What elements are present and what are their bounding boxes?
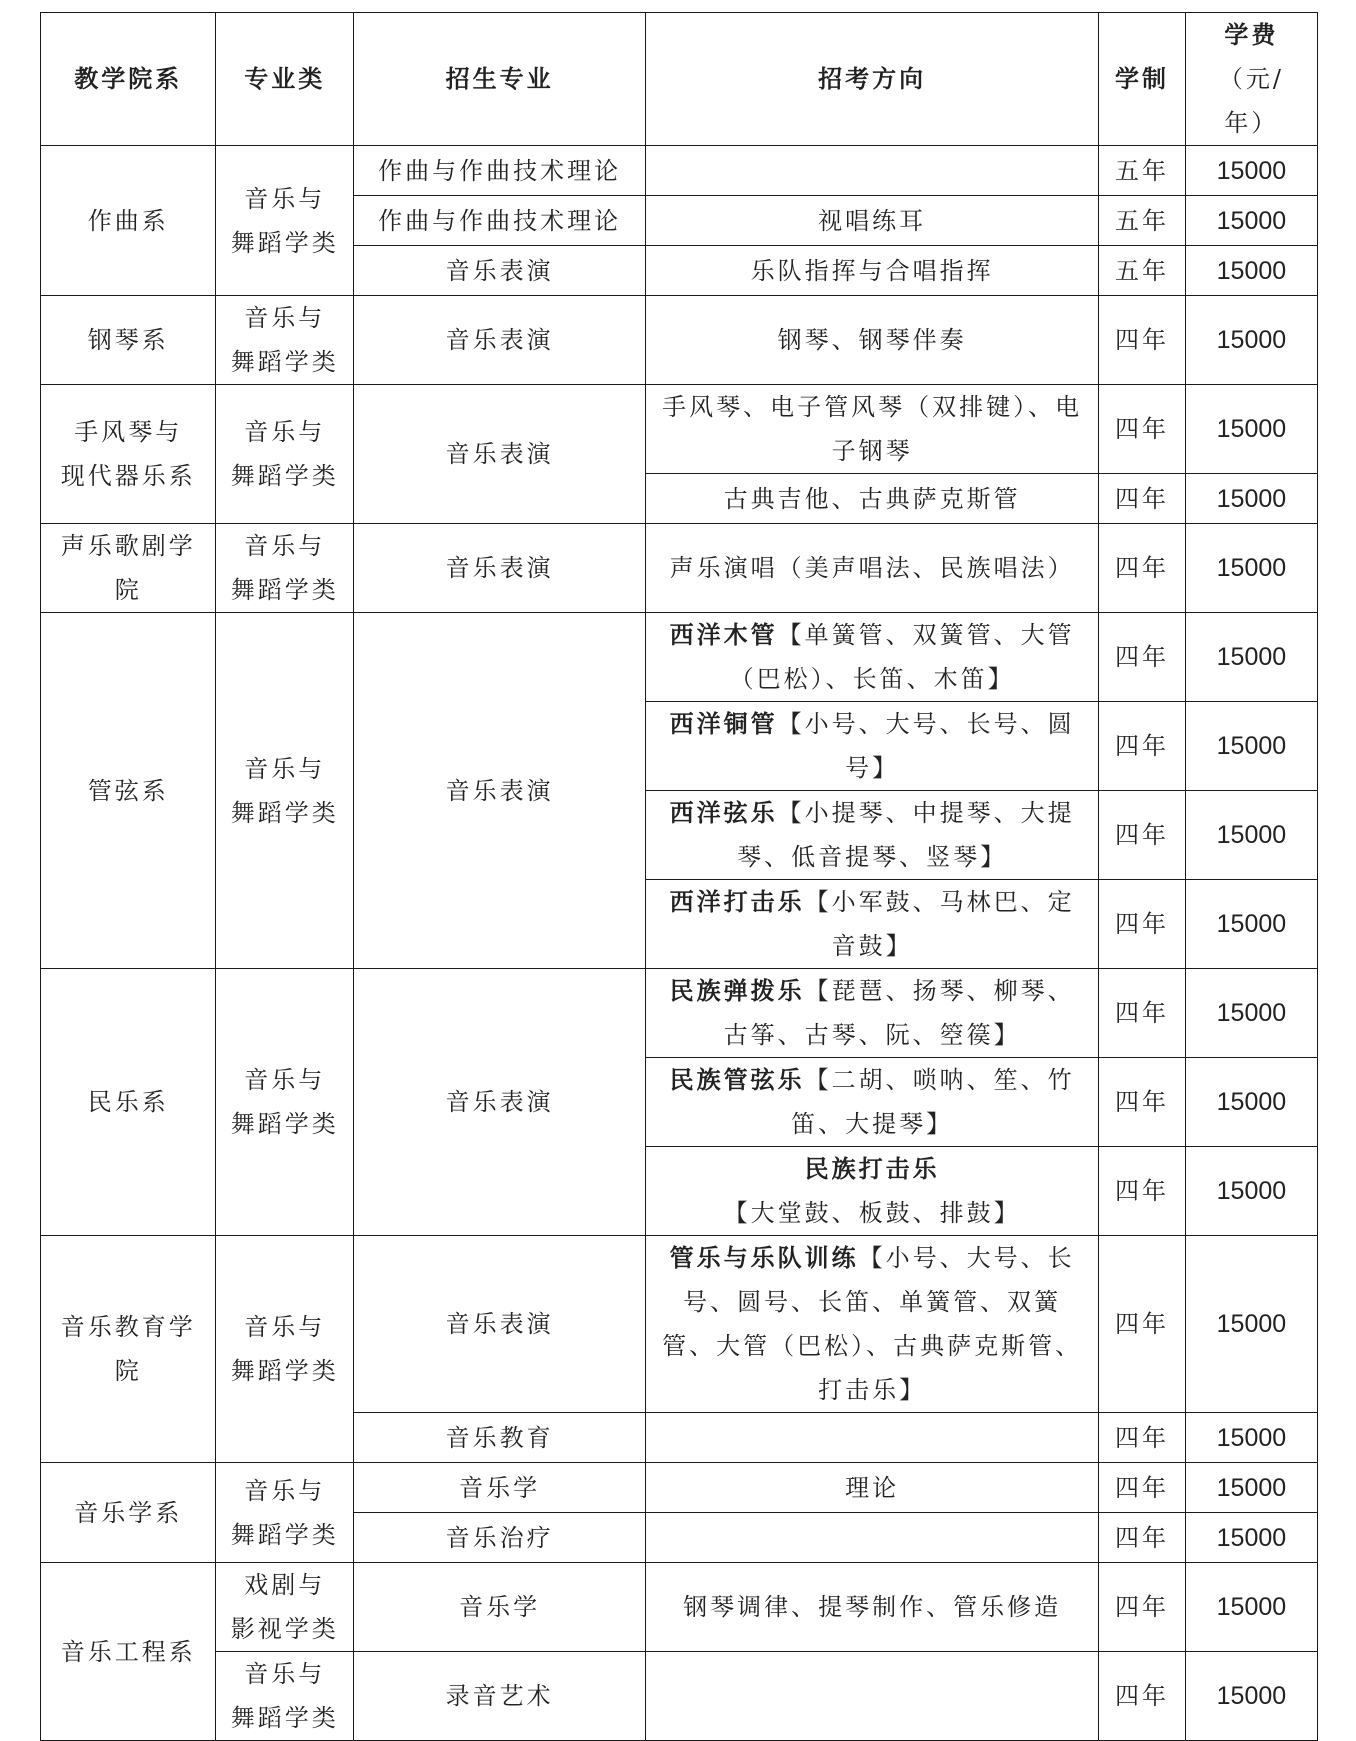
major-cell: 音乐教育 [354,1413,646,1463]
category-cell-line: 戏剧与 [244,1571,326,1599]
direction-text: 【单簧管、双簧管、大管（巴松）、长笛、木笛】 [729,621,1075,693]
duration-cell: 四年 [1099,1147,1186,1236]
header-row [41,13,1318,146]
category-cell-line: 音乐与 [244,1313,326,1341]
dept-cell-line: 音乐工程系 [60,1637,196,1666]
direction-text: 乐队指挥与合唱指挥 [750,256,994,285]
major-cell: 音乐治疗 [354,1513,646,1563]
dept-cell-line: 钢琴系 [87,326,169,354]
category-cell-line: 舞蹈学类 [230,1357,339,1385]
category-cell-line: 音乐与 [244,1476,326,1505]
header-category: 专业类 [216,13,354,146]
table-row [41,1236,1318,1413]
fee-cell: 15000 [1185,385,1317,474]
dept-cell [41,524,216,613]
category-cell [216,385,354,524]
fee-cell: 15000 [1185,1513,1317,1563]
direction-cell [646,791,1099,880]
major-cell: 作曲与作曲技术理论 [354,146,646,196]
duration-cell: 五年 [1099,196,1186,246]
category-cell-line: 音乐与 [244,1660,326,1688]
direction-cell [646,1463,1099,1513]
category-cell-line: 影视学类 [230,1615,339,1643]
category-cell [216,1652,354,1741]
direction-text: 【二胡、唢呐、笙、竹笛、大提琴】 [791,1066,1075,1138]
category-cell [216,146,354,296]
category-cell-line: 音乐与 [244,532,326,560]
dept-cell-line: 现代器乐系 [60,462,196,490]
direction-text: 钢琴调律、提琴制作、管乐修造 [683,1593,1062,1621]
table-row [41,1652,1318,1741]
direction-cell [646,1236,1099,1413]
dept-cell [41,296,216,385]
duration-cell: 四年 [1099,791,1186,880]
category-cell-line: 舞蹈学类 [230,576,339,604]
category-cell-line: 舞蹈学类 [230,462,339,490]
admissions-table [40,12,1318,1741]
dept-cell-line: 声乐歌剧学 [60,532,196,560]
category-cell-line: 舞蹈学类 [230,348,339,376]
category-cell [216,296,354,385]
duration-cell: 四年 [1099,1463,1186,1513]
direction-cell [646,1147,1099,1236]
header-fee-unit: （元/年） [1218,65,1284,137]
dept-cell-line: 管弦系 [87,776,169,805]
direction-text: 【大堂鼓、板鼓、排鼓】 [723,1199,1021,1227]
category-cell-line: 音乐与 [244,1066,326,1094]
dept-cell [41,969,216,1236]
fee-cell: 15000 [1185,296,1317,385]
dept-cell-line: 院 [114,576,142,604]
direction-cell [646,474,1099,524]
direction-group-label: 管乐与乐队训练 [669,1243,859,1272]
fee-cell: 15000 [1185,1058,1317,1147]
table-body [41,13,1318,1741]
duration-cell: 四年 [1099,474,1186,524]
duration-cell: 四年 [1099,969,1186,1058]
direction-cell [646,613,1099,702]
direction-cell [646,146,1099,196]
table-row [41,385,1318,474]
fee-cell: 15000 [1185,969,1317,1058]
direction-group-label: 西洋打击乐 [669,887,805,916]
direction-text: 古典吉他、古典萨克斯管 [723,484,1021,513]
fee-cell: 15000 [1185,1413,1317,1463]
fee-cell: 15000 [1185,246,1317,296]
major-cell: 音乐学 [354,1563,646,1652]
category-cell-line: 舞蹈学类 [230,798,339,827]
direction-cell [646,702,1099,791]
dept-cell [41,1563,216,1741]
direction-text: 【小提琴、中提琴、大提琴、低音提琴、竖琴】 [737,799,1075,871]
category-cell [216,969,354,1236]
fee-cell: 15000 [1185,1147,1317,1236]
duration-cell: 四年 [1099,524,1186,613]
table-row [41,524,1318,613]
direction-text: 【小号、大号、长号、圆号】 [777,710,1075,782]
direction-cell [646,196,1099,246]
table-row [41,1563,1318,1652]
header-direction: 招考方向 [646,13,1099,146]
direction-text: 视唱练耳 [818,206,927,235]
direction-cell [646,880,1099,969]
direction-text: 【小军鼓、马林巴、定音鼓】 [804,888,1075,960]
direction-group-label: 西洋弦乐 [669,798,778,827]
duration-cell: 四年 [1099,1058,1186,1147]
fee-cell: 15000 [1185,702,1317,791]
fee-cell: 15000 [1185,791,1317,880]
category-cell-line: 音乐与 [244,418,326,446]
major-cell: 音乐表演 [354,246,646,296]
dept-cell [41,146,216,296]
direction-cell [646,1058,1099,1147]
major-cell: 音乐表演 [354,524,646,613]
dept-cell [41,385,216,524]
direction-cell [646,1513,1099,1563]
duration-cell: 四年 [1099,702,1186,791]
table-row [41,146,1318,196]
duration-cell: 四年 [1099,1413,1186,1463]
major-cell: 音乐表演 [354,296,646,385]
direction-cell [646,296,1099,385]
duration-cell: 四年 [1099,296,1186,385]
header-duration: 学制 [1099,13,1186,146]
dept-cell-line: 作曲系 [87,206,169,235]
direction-cell [646,246,1099,296]
direction-text: 理论 [845,1473,900,1502]
category-cell-line: 舞蹈学类 [230,1520,339,1549]
major-cell: 音乐表演 [354,385,646,524]
fee-cell: 15000 [1185,146,1317,196]
duration-cell: 四年 [1099,385,1186,474]
direction-group-label: 西洋铜管 [669,709,778,738]
header-fee-title: 学费 [1224,20,1279,49]
duration-cell: 四年 [1099,1513,1186,1563]
category-cell-line: 音乐与 [244,304,326,332]
duration-cell: 四年 [1099,613,1186,702]
table-row [41,296,1318,385]
direction-text: 声乐演唱（美声唱法、民族唱法） [669,554,1075,582]
duration-cell: 四年 [1099,1652,1186,1741]
direction-group-label: 民族弹拨乐 [669,976,805,1005]
fee-cell: 15000 [1185,613,1317,702]
fee-cell: 15000 [1185,196,1317,246]
category-cell-line: 舞蹈学类 [230,228,339,257]
direction-cell [646,385,1099,474]
direction-cell [646,1652,1099,1741]
direction-text: 【琵琶、扬琴、柳琴、古筝、古琴、阮、箜篌】 [723,977,1075,1049]
category-cell-line: 音乐与 [244,754,326,783]
major-cell: 音乐表演 [354,613,646,969]
header-dept: 教学院系 [41,13,216,146]
dept-cell-line: 音乐学系 [74,1498,183,1527]
direction-group-label: 西洋木管 [669,620,778,649]
fee-cell: 15000 [1185,1652,1317,1741]
direction-text: 【小号、大号、长号、圆号、长笛、单簧管、双簧管、大管（巴松）、古典萨克斯管、打击乐】 [662,1244,1083,1404]
table-row [41,1463,1318,1513]
category-cell-line: 音乐与 [244,184,326,213]
fee-cell: 15000 [1185,1463,1317,1513]
direction-cell [646,524,1099,613]
major-cell: 音乐学 [354,1463,646,1513]
category-cell [216,524,354,613]
major-cell: 音乐表演 [354,1236,646,1413]
direction-cell [646,1563,1099,1652]
table-row [41,613,1318,702]
duration-cell: 四年 [1099,880,1186,969]
fee-cell: 15000 [1185,1236,1317,1413]
major-cell: 作曲与作曲技术理论 [354,196,646,246]
fee-cell: 15000 [1185,524,1317,613]
fee-cell: 15000 [1185,1563,1317,1652]
dept-cell-line: 音乐教育学 [60,1313,196,1341]
category-cell [216,1563,354,1652]
duration-cell: 四年 [1099,1236,1186,1413]
header-fee [1185,13,1317,146]
category-cell [216,1463,354,1563]
table-row [41,969,1318,1058]
category-cell-line: 舞蹈学类 [230,1110,339,1138]
direction-cell [646,1413,1099,1463]
major-cell: 录音艺术 [354,1652,646,1741]
fee-cell: 15000 [1185,880,1317,969]
category-cell-line: 舞蹈学类 [230,1704,339,1732]
duration-cell: 四年 [1099,1563,1186,1652]
dept-cell [41,1236,216,1463]
direction-text: 手风琴、电子管风琴（双排键）、电子钢琴 [662,393,1083,465]
direction-group-label: 民族打击乐 [804,1154,940,1183]
category-cell [216,1236,354,1463]
direction-text: 钢琴、钢琴伴奏 [777,326,967,354]
direction-group-label: 民族管弦乐 [669,1065,805,1094]
duration-cell: 五年 [1099,246,1186,296]
dept-cell-line: 手风琴与 [74,418,183,446]
category-cell [216,613,354,969]
header-major: 招生专业 [354,13,646,146]
fee-cell: 15000 [1185,474,1317,524]
duration-cell: 五年 [1099,146,1186,196]
direction-cell [646,969,1099,1058]
dept-cell [41,613,216,969]
major-cell: 音乐表演 [354,969,646,1236]
dept-cell-line: 院 [114,1357,142,1385]
dept-cell [41,1463,216,1563]
dept-cell-line: 民乐系 [87,1088,169,1116]
